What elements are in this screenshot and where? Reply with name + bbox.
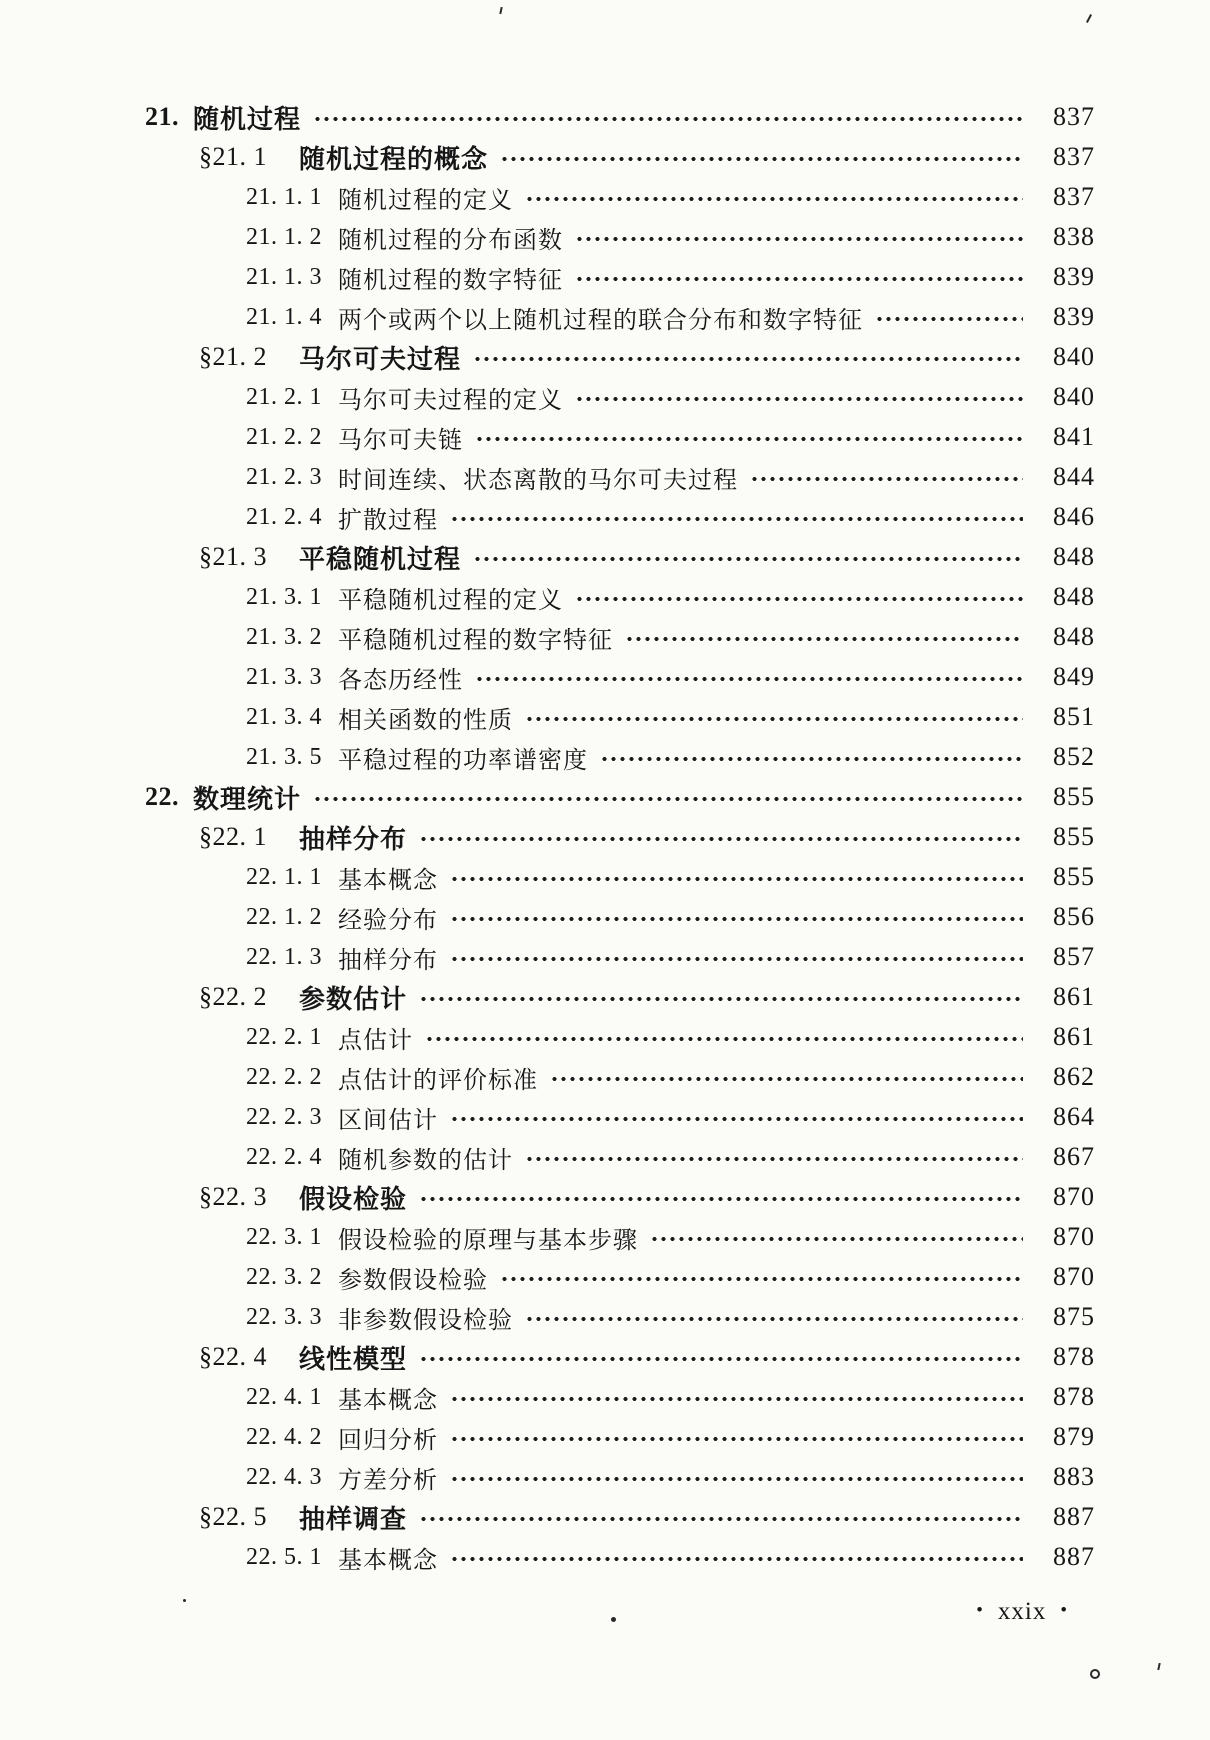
dot-leader: [575, 275, 1023, 283]
toc-row: [0, 737, 1210, 777]
toc-entry-number: §21. 1: [199, 142, 267, 171]
toc-entry-page: 846: [1053, 502, 1095, 531]
toc-entry-page: 851: [1053, 702, 1095, 731]
toc-entry-page: 856: [1053, 902, 1095, 931]
dot-leader: [450, 1435, 1023, 1443]
toc-entry-page: 839: [1053, 262, 1095, 291]
dot-leader: [525, 1155, 1023, 1163]
toc-entry-number: §22. 4: [199, 1342, 267, 1371]
toc-entry-title: 点估计: [338, 1027, 413, 1054]
toc-entry-number: 22. 3. 1: [246, 1223, 322, 1250]
toc-entry-page: 862: [1053, 1062, 1095, 1091]
toc-entry-title: 随机过程: [193, 104, 302, 134]
toc-entry-number: §22. 5: [199, 1502, 267, 1531]
dot-leader: [600, 755, 1023, 763]
toc-entry-number: 21. 1. 4: [246, 303, 322, 330]
toc-entry-page: 838: [1053, 222, 1095, 251]
toc-entry-title: 两个或两个以上随机过程的联合分布和数字特征: [338, 307, 863, 334]
toc-entry-page: 844: [1053, 462, 1095, 491]
toc-entry-title: 回归分析: [338, 1427, 438, 1454]
scan-speck: [1090, 1669, 1100, 1679]
toc-row: [0, 257, 1210, 297]
toc-entry-number: 21. 3. 3: [246, 663, 322, 690]
toc-entry-number: 22. 2. 4: [246, 1143, 322, 1170]
toc-entry-number: 22. 3. 3: [246, 1303, 322, 1330]
dot-leader: [550, 1075, 1023, 1083]
toc-entry-number: 21. 2. 2: [246, 423, 322, 450]
toc-entry-title: 随机过程的概念: [299, 144, 489, 174]
dot-leader: [450, 515, 1023, 523]
toc-entry-number: 22. 2. 3: [246, 1103, 322, 1130]
dot-leader: [500, 155, 1023, 163]
dot-leader: [625, 635, 1023, 643]
dot-leader: [525, 715, 1023, 723]
dot-leader: [419, 1515, 1023, 1523]
toc-row: [0, 977, 1210, 1017]
toc-entry-number: 22. 4. 3: [246, 1463, 322, 1490]
toc-entry-number: 21. 3. 1: [246, 583, 322, 610]
toc-entry-title: 方差分析: [338, 1467, 438, 1494]
toc-entry-page: 840: [1053, 382, 1095, 411]
toc-entry-title: 点估计的评价标准: [338, 1067, 538, 1094]
toc-entry-title: 参数假设检验: [338, 1267, 488, 1294]
toc-entry-page: 855: [1053, 782, 1095, 811]
toc-entry-title: 线性模型: [299, 1344, 408, 1374]
toc-entry-title: 非参数假设检验: [338, 1307, 513, 1334]
dot-leader: [450, 1555, 1023, 1563]
toc-row: [0, 337, 1210, 377]
toc-row: [0, 857, 1210, 897]
toc-entry-page: 839: [1053, 302, 1095, 331]
toc-entry-number: §22. 3: [199, 1182, 267, 1211]
toc-row: [0, 617, 1210, 657]
toc-entry-title: 随机过程的分布函数: [338, 227, 563, 254]
dot-leader: [750, 475, 1023, 483]
toc-row: [0, 897, 1210, 937]
toc-entry-page: 840: [1053, 342, 1095, 371]
dot-leader: [313, 115, 1023, 123]
toc-entry-page: 841: [1053, 422, 1095, 451]
toc-entry-page: 849: [1053, 662, 1095, 691]
dot-leader: [419, 995, 1023, 1003]
dot-leader: [419, 1195, 1023, 1203]
toc-entry-title: 抽样调查: [299, 1504, 408, 1534]
toc-row: [0, 937, 1210, 977]
toc-entry-title: 经验分布: [338, 907, 438, 934]
toc-entry-page: 848: [1053, 542, 1095, 571]
toc-entry-number: 21.: [145, 102, 179, 131]
toc-entry-number: 22. 4. 1: [246, 1383, 322, 1410]
toc-entry-page: 837: [1053, 142, 1095, 171]
toc-row: [0, 657, 1210, 697]
toc-entry-title: 假设检验的原理与基本步骤: [338, 1227, 638, 1254]
toc-entry-title: 随机过程的数字特征: [338, 267, 563, 294]
toc-entry-page: 867: [1053, 1142, 1095, 1171]
dot-leader: [450, 875, 1023, 883]
toc-entry-number: 21. 1. 2: [246, 223, 322, 250]
dot-leader: [450, 955, 1023, 963]
dot-leader: [575, 395, 1023, 403]
dot-leader: [425, 1035, 1023, 1043]
dot-leader: [450, 915, 1023, 923]
dot-leader: [419, 1355, 1023, 1363]
dot-leader: [313, 795, 1023, 803]
toc-row: [0, 1337, 1210, 1377]
dot-leader: [650, 1235, 1023, 1243]
toc-entry-title: 平稳过程的功率谱密度: [338, 747, 588, 774]
toc-entry-page: 852: [1053, 742, 1095, 771]
dot-leader: [475, 435, 1023, 443]
toc-entry-number: 21. 2. 4: [246, 503, 322, 530]
dot-leader: [450, 1395, 1023, 1403]
toc-entry-title: 假设检验: [299, 1184, 408, 1214]
dot-leader: [450, 1475, 1023, 1483]
toc-row: [0, 1177, 1210, 1217]
toc-entry-title: 区间估计: [338, 1107, 438, 1134]
toc-entry-page: 848: [1053, 582, 1095, 611]
toc-entry-page: 878: [1053, 1382, 1095, 1411]
toc-entry-number: §21. 2: [199, 342, 267, 371]
toc-entry-title: 抽样分布: [299, 824, 408, 854]
dot-leader: [875, 315, 1023, 323]
toc-entry-number: 22. 5. 1: [246, 1543, 322, 1570]
toc-row: [0, 1457, 1210, 1497]
toc-entry-page: 837: [1053, 102, 1095, 131]
toc-row: [0, 1017, 1210, 1057]
toc-row: [0, 1217, 1210, 1257]
footer-left-bullet: •: [976, 1600, 984, 1621]
toc-row: [0, 1377, 1210, 1417]
toc-entry-title: 扩散过程: [338, 507, 438, 534]
toc-entry-title: 平稳随机过程的定义: [338, 587, 563, 614]
toc-entry-title: 基本概念: [338, 867, 438, 894]
toc-entry-number: 22. 1. 3: [246, 943, 322, 970]
toc-entry-number: 22. 4. 2: [246, 1423, 322, 1450]
scan-speck: [1086, 14, 1092, 23]
dot-leader: [473, 355, 1023, 363]
toc-row: [0, 97, 1210, 137]
toc-entry-number: 22. 3. 2: [246, 1263, 322, 1290]
toc-entry-title: 随机过程的定义: [338, 187, 513, 214]
toc-row: [0, 1297, 1210, 1337]
scan-speck: [1157, 1663, 1160, 1670]
dot-leader: [475, 675, 1023, 683]
toc-entry-number: 22. 2. 2: [246, 1063, 322, 1090]
scan-speck: [183, 1599, 186, 1602]
toc-entry-page: 870: [1053, 1182, 1095, 1211]
toc-entry-page: 855: [1053, 862, 1095, 891]
toc-entry-title: 马尔可夫过程: [299, 344, 462, 374]
toc-entry-page: 848: [1053, 622, 1095, 651]
scan-speck: [499, 7, 502, 14]
dot-leader: [473, 555, 1023, 563]
toc-row: [0, 537, 1210, 577]
toc-entry-number: 22.: [145, 782, 179, 811]
toc-entry-title: 相关函数的性质: [338, 707, 513, 734]
toc-row: [0, 1257, 1210, 1297]
footer-page-label: xxix: [997, 1598, 1047, 1625]
toc-entry-page: 887: [1053, 1542, 1095, 1571]
toc-entry-title: 数理统计: [193, 784, 302, 814]
dot-leader: [525, 1315, 1023, 1323]
toc-entry-page: 861: [1053, 982, 1095, 1011]
toc-entry-page: 870: [1053, 1262, 1095, 1291]
toc-row: [0, 217, 1210, 257]
toc-row: [0, 1137, 1210, 1177]
toc-entry-title: 时间连续、状态离散的马尔可夫过程: [338, 467, 738, 494]
toc-entry-title: 平稳随机过程的数字特征: [338, 627, 613, 654]
toc-entry-title: 抽样分布: [338, 947, 438, 974]
toc-row: [0, 177, 1210, 217]
toc-entry-number: 21. 3. 4: [246, 703, 322, 730]
toc-entry-page: 878: [1053, 1342, 1095, 1371]
toc-row: [0, 1057, 1210, 1097]
toc-entry-title: 马尔可夫链: [338, 427, 463, 454]
dot-leader: [575, 595, 1023, 603]
toc-row: [0, 417, 1210, 457]
toc-row: [0, 497, 1210, 537]
toc-entry-title: 马尔可夫过程的定义: [338, 387, 563, 414]
toc-row: [0, 1417, 1210, 1457]
toc-row: [0, 297, 1210, 337]
dot-leader: [419, 835, 1023, 843]
toc-entry-number: 21. 3. 2: [246, 623, 322, 650]
toc-entry-number: 22. 1. 2: [246, 903, 322, 930]
toc-row: [0, 1497, 1210, 1537]
toc-row: [0, 777, 1210, 817]
toc-entry-page: 887: [1053, 1502, 1095, 1531]
toc-entry-page: 870: [1053, 1222, 1095, 1251]
toc-entry-number: 22. 2. 1: [246, 1023, 322, 1050]
toc-row: [0, 577, 1210, 617]
dot-leader: [525, 195, 1023, 203]
toc-row: [0, 697, 1210, 737]
toc-entry-title: 基本概念: [338, 1387, 438, 1414]
toc-entry-number: 21. 1. 1: [246, 183, 322, 210]
toc-entry-page: 857: [1053, 942, 1095, 971]
toc-entry-number: §22. 1: [199, 822, 267, 851]
toc-row: [0, 457, 1210, 497]
dot-leader: [450, 1115, 1023, 1123]
toc-entry-number: §22. 2: [199, 982, 267, 1011]
toc-list: [0, 97, 1210, 1577]
toc-entry-number: 22. 1. 1: [246, 863, 322, 890]
toc-entry-number: 21. 2. 3: [246, 463, 322, 490]
toc-entry-page: 837: [1053, 182, 1095, 211]
toc-row: [0, 1097, 1210, 1137]
toc-row: [0, 817, 1210, 857]
page-footer: [962, 1598, 1082, 1626]
toc-row: [0, 377, 1210, 417]
toc-entry-page: 864: [1053, 1102, 1095, 1131]
dot-leader: [575, 235, 1023, 243]
toc-entry-title: 各态历经性: [338, 667, 463, 694]
toc-entry-number: 21. 3. 5: [246, 743, 322, 770]
toc-entry-page: 875: [1053, 1302, 1095, 1331]
toc-entry-title: 平稳随机过程: [299, 544, 462, 574]
toc-entry-number: 21. 1. 3: [246, 263, 322, 290]
toc-entry-page: 855: [1053, 822, 1095, 851]
footer-right-bullet: •: [1060, 1600, 1068, 1621]
toc-entry-number: 21. 2. 1: [246, 383, 322, 410]
toc-entry-title: 参数估计: [299, 984, 408, 1014]
toc-entry-page: 883: [1053, 1462, 1095, 1491]
toc-entry-title: 随机参数的估计: [338, 1147, 513, 1174]
toc-entry-page: 879: [1053, 1422, 1095, 1451]
dot-leader: [500, 1275, 1023, 1283]
toc-entry-title: 基本概念: [338, 1547, 438, 1574]
toc-row: [0, 1537, 1210, 1577]
toc-entry-number: §21. 3: [199, 542, 267, 571]
toc-entry-page: 861: [1053, 1022, 1095, 1051]
scan-speck: [611, 1617, 616, 1622]
toc-row: [0, 137, 1210, 177]
